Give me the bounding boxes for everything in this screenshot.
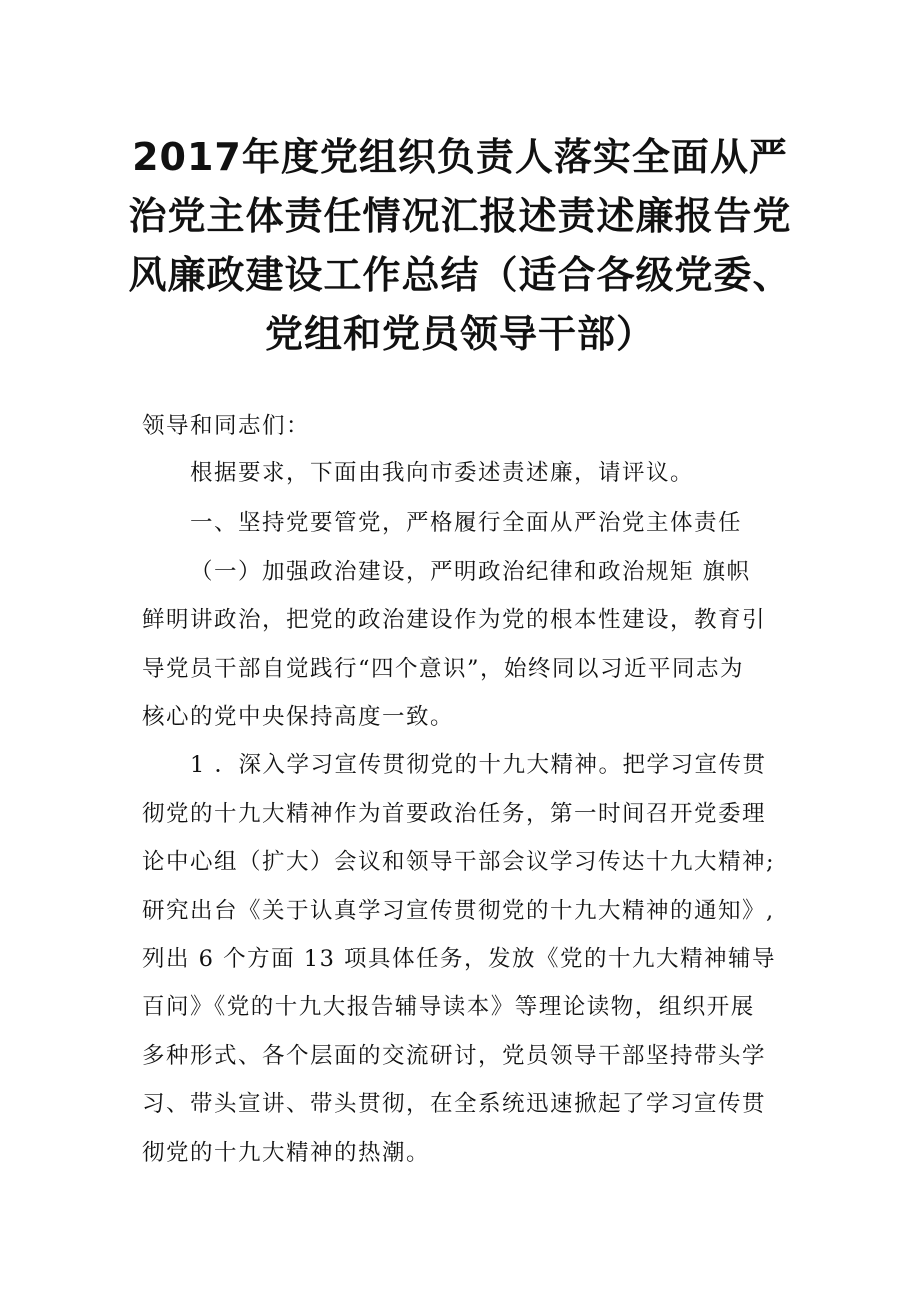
paragraph-line: 百问》《党的十九大报告辅导读本》等理论读物，组织开展 [142,994,755,1020]
paragraph-line: 1 ．深入学习宣传贯彻党的十九大精神。把学习宣传贯 [190,752,767,778]
subsection-heading: （一）加强政治建设，严明政治纪律和政治规矩 旗帜 [190,559,751,585]
paragraph-line: 研究出台《关于认真学习宣传贯彻党的十九大精神的通知》, [142,898,775,924]
paragraph-line: 习、带头宣讲、带头贯彻，在全系统迅速掀起了学习宣传贯 [142,1091,767,1117]
paragraph-line: 核心的党中央保持高度一致。 [142,704,455,730]
paragraph-line: 导党员干部自觉践行“四个意识”，始终同以习近平同志为 [142,656,745,682]
paragraph-line: 彻党的十九大精神作为首要政治任务，第一时间召开党委理 [142,801,767,827]
paragraph-line: 论中心组（扩大）会议和领导干部会议学习传达十九大精神; [142,849,776,875]
document-title: 2017年度党组织负责人落实全面从严治党主体责任情况汇报述责述廉报告党风廉政建设工作总结（适合各级党委、党组和党员领导干部） [128,135,792,356]
paragraph-line: 彻党的十九大精神的热潮。 [142,1140,431,1166]
salutation: 领导和同志们： [142,413,311,439]
paragraph-line: 根据要求，下面由我向市委述责述廉，请评议。 [190,460,695,486]
section-heading: 一、坚持党要管党，严格履行全面从严治党主体责任 [190,510,743,536]
paragraph-line: 列出 6 个方面 13 项具体任务，发放《党的十九大精神辅导 [142,946,777,972]
paragraph-line: 多种形式、各个层面的交流研讨，党员领导干部坚持带头学 [142,1043,767,1069]
paragraph-line: 鲜明讲政治，把党的政治建设作为党的根本性建设，教育引 [142,607,767,633]
